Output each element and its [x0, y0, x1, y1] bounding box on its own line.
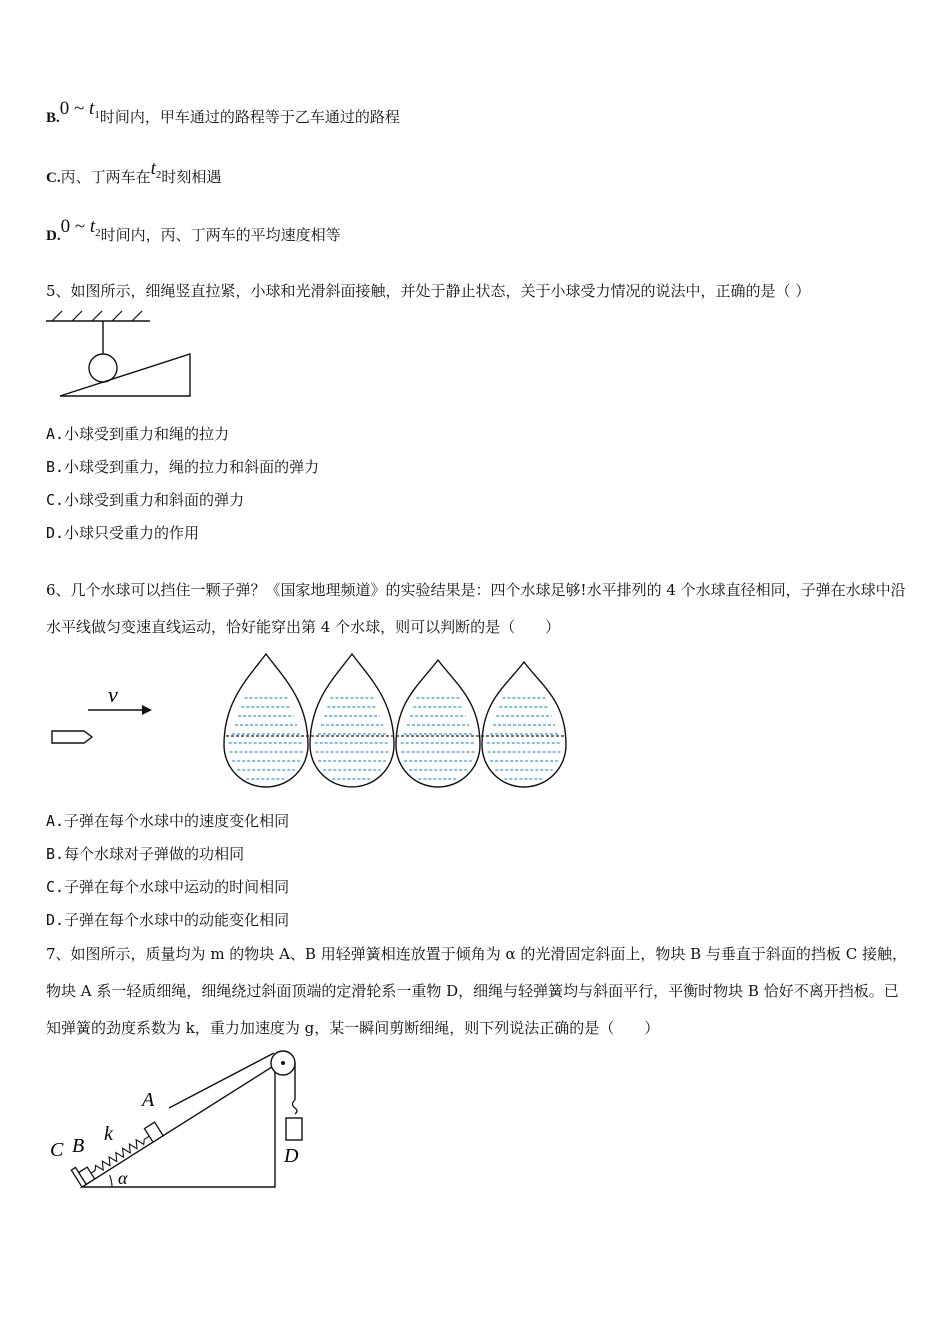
- option-text: 时刻相遇: [161, 168, 222, 186]
- water-ball: [224, 654, 308, 787]
- option-pre-text: 丙、丁两车在: [60, 168, 151, 186]
- math-var: t: [150, 158, 156, 179]
- bullet-icon: [52, 731, 92, 743]
- q5-option-c: C.小球受到重力和斜面的弹力: [46, 491, 245, 509]
- q6-option-d: D.子弹在每个水球中的动能变化相同: [46, 911, 290, 929]
- q6-option-b: B.每个水球对子弹做的功相同: [46, 845, 245, 863]
- weight-d: [286, 1118, 302, 1140]
- label-d: D: [284, 1145, 299, 1167]
- math-var: t: [89, 98, 95, 119]
- q6-figure: [46, 650, 586, 792]
- math-sub: 2: [155, 169, 162, 181]
- q6-option-c: C.子弹在每个水球中运动的时间相同: [46, 878, 290, 896]
- water-ball: [310, 654, 394, 787]
- q6-option-a: A.子弹在每个水球中的速度变化相同: [46, 812, 290, 830]
- math-range: 0 ~: [59, 98, 90, 119]
- option-label: C.: [46, 170, 61, 186]
- label-b: B: [72, 1135, 85, 1157]
- math-var: t: [89, 216, 96, 237]
- label-a: A: [142, 1089, 155, 1111]
- q7-stem: 7、如图所示，质量均为 m 的物块 A、B 用轻弹簧相连放置于倾角为 α 的光滑固定斜面上，物块 B 与垂直于斜面的挡板 C 接触，物块 A 系一轻质细绳，细绳绕过斜面顶端的定滑轮系一重物 D，细绳与轻弹簧均与斜面平行，平衡时物块 B 恰好不离开挡板。已知弹簧的劲度系数为 k，重力加速度为 g，某一瞬间剪断细绳，则下列说法正确的是（ ）: [46, 945, 907, 1037]
- q4-option-d: [46, 216, 341, 246]
- rope: [169, 1053, 274, 1108]
- q5-stem: 5、如图所示，细绳竖直拉紧，小球和光滑斜面接触，并处于静止状态，关于小球受力情况的说法中，正确的是（ ）: [46, 282, 811, 300]
- option-label: D.: [46, 228, 61, 244]
- option-text: 时间内，丙、丁两车的平均速度相等: [100, 226, 341, 244]
- velocity-label: v: [108, 682, 118, 707]
- math-range: 0 ~: [60, 216, 90, 237]
- q4-option-c: [46, 158, 222, 188]
- q5-figure: [46, 310, 196, 402]
- option-label: B.: [46, 110, 60, 126]
- q5-option-b: B.小球受到重力，绳的拉力和斜面的弹力: [46, 458, 320, 476]
- block-a: [144, 1122, 163, 1142]
- q6-stem: 6、几个水球可以挡住一颗子弹？《国家地理频道》的实验结果是：四个水球足够!水平排列的 4 个水球直径相同，子弹在水球中沿水平线做匀变速直线运动，恰好能穿出第 4 个水球，则可以判断的是（ ）: [46, 581, 906, 636]
- arrow-head-icon: [142, 705, 152, 715]
- q5-option-d: D.小球只受重力的作用: [46, 524, 200, 542]
- math-sub: 2: [95, 227, 101, 239]
- label-c: C: [50, 1139, 64, 1161]
- label-k: k: [104, 1123, 113, 1145]
- option-text: 时间内，甲车通过的路程等于乙车通过的路程: [99, 108, 400, 126]
- angle-arc: [110, 1175, 113, 1187]
- water-ball: [396, 660, 480, 787]
- q7-figure: [46, 1048, 316, 1198]
- q5-option-a: A.小球受到重力和绳的拉力: [46, 425, 230, 443]
- math-sub: 1: [94, 109, 100, 121]
- q4-option-b: [46, 98, 400, 128]
- alpha-label: α: [118, 1168, 128, 1188]
